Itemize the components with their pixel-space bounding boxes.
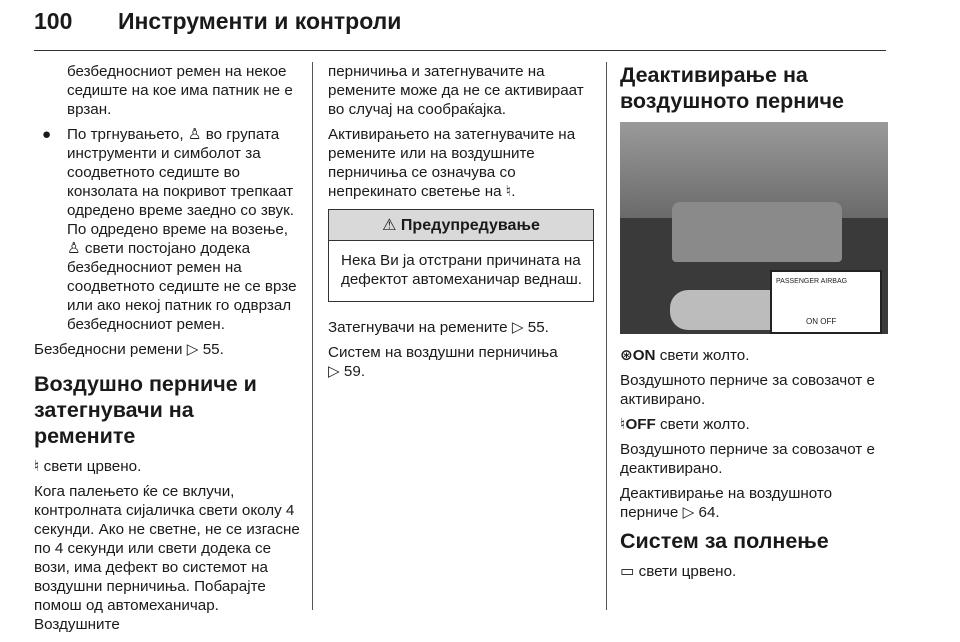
warning-text: Нека Ви ја отстрани причината на дефектот автомеханичар веднаш.: [341, 252, 582, 288]
arrow-icon: ▷: [682, 504, 695, 521]
paragraph: Кога палењето ќе се вклучи, контролната сијаличка свети околу 4 секунди. Ако не светне, не се изгасне по 4 секунди или свети додека се вози, има дефект во системот на воздушни перничиња. Побарајте помош од автомеханичар. Воздушните: [34, 483, 300, 633]
airbag-off-icon: ♮: [620, 416, 626, 433]
seatbelt-warning-icon: ♙: [67, 240, 81, 257]
airbag-warning-icon: ♮: [34, 458, 40, 475]
paragraph: ♮ свети црвено.: [34, 458, 142, 475]
bullet-icon: ●: [42, 126, 52, 143]
column-3: [620, 62, 890, 587]
column-divider: [312, 62, 313, 610]
paragraph: ▭ свети црвено.: [620, 563, 737, 580]
page-title: Инструменти и контроли: [118, 8, 402, 34]
arrow-icon: ▷: [186, 341, 199, 358]
column-1: [34, 62, 300, 640]
arrow-icon: ▷: [511, 319, 524, 336]
paragraph: Воздушното перниче за совозачот е деактивирано.: [620, 441, 875, 477]
seatbelt-warning-icon: ♙: [187, 126, 202, 143]
warning-triangle-icon: ⚠: [382, 217, 397, 234]
airbag-indicator-photo: [620, 122, 888, 334]
page-header: [34, 6, 886, 51]
section-heading: Воздушно перниче и затегнувачи на ремените: [34, 372, 257, 448]
column-2: [328, 62, 594, 387]
cross-reference: Затегнувачи на ремените ▷ 55.: [328, 319, 549, 336]
paragraph: ⊛ON свети жолто.: [620, 347, 750, 364]
section-heading: Деактивирање на воздушното перниче: [620, 63, 844, 113]
section-heading: Систем за полнење: [620, 529, 829, 553]
paragraph: ♮OFF свети жолто.: [620, 416, 750, 433]
column-divider: [606, 62, 607, 610]
paragraph: перничиња и затегнувачите на ремените може да не се активираат во случај на сообраќајка.: [328, 63, 584, 118]
cross-reference: Безбедносни ремени ▷ 55.: [34, 341, 224, 358]
airbag-on-icon: ⊛: [620, 347, 633, 364]
paragraph: Активирањето на затегнувачите на ремените или на воздушните перничиња се означува со непрекинато светење на ♮.: [328, 126, 576, 200]
warning-box: [328, 209, 594, 302]
page-number: 100: [34, 8, 73, 34]
airbag-label: PASSENGER AIRBAG ON OFF: [770, 270, 882, 334]
paragraph: безбедносниот ремен на некое седиште на кое има патник не е врзан.: [67, 63, 293, 118]
arrow-icon: ▷: [328, 363, 340, 380]
cross-reference: Систем на воздушни перничиња ▷ 59.: [328, 344, 558, 380]
airbag-warning-icon: ♮: [505, 183, 512, 200]
paragraph: Воздушното перниче за совозачот е активирано.: [620, 372, 875, 408]
battery-icon: ▭: [620, 563, 635, 580]
warning-title: ⚠ Предупредување: [329, 210, 593, 241]
list-item: ● По тргнувањето, ♙ во групата инструменти и симболот за соодветното седиште во конзолата на покривот трепкаат одредено време заедно со звук. По одредено време на возење, ♙ свети постојано додека безбедносниот ремен на соодветното седиште не се врзе или ако некој патник го одврзал безбедносниот ремен.: [42, 126, 297, 333]
cross-reference: Деактивирање на воздушното перниче ▷ 64.: [620, 485, 833, 521]
